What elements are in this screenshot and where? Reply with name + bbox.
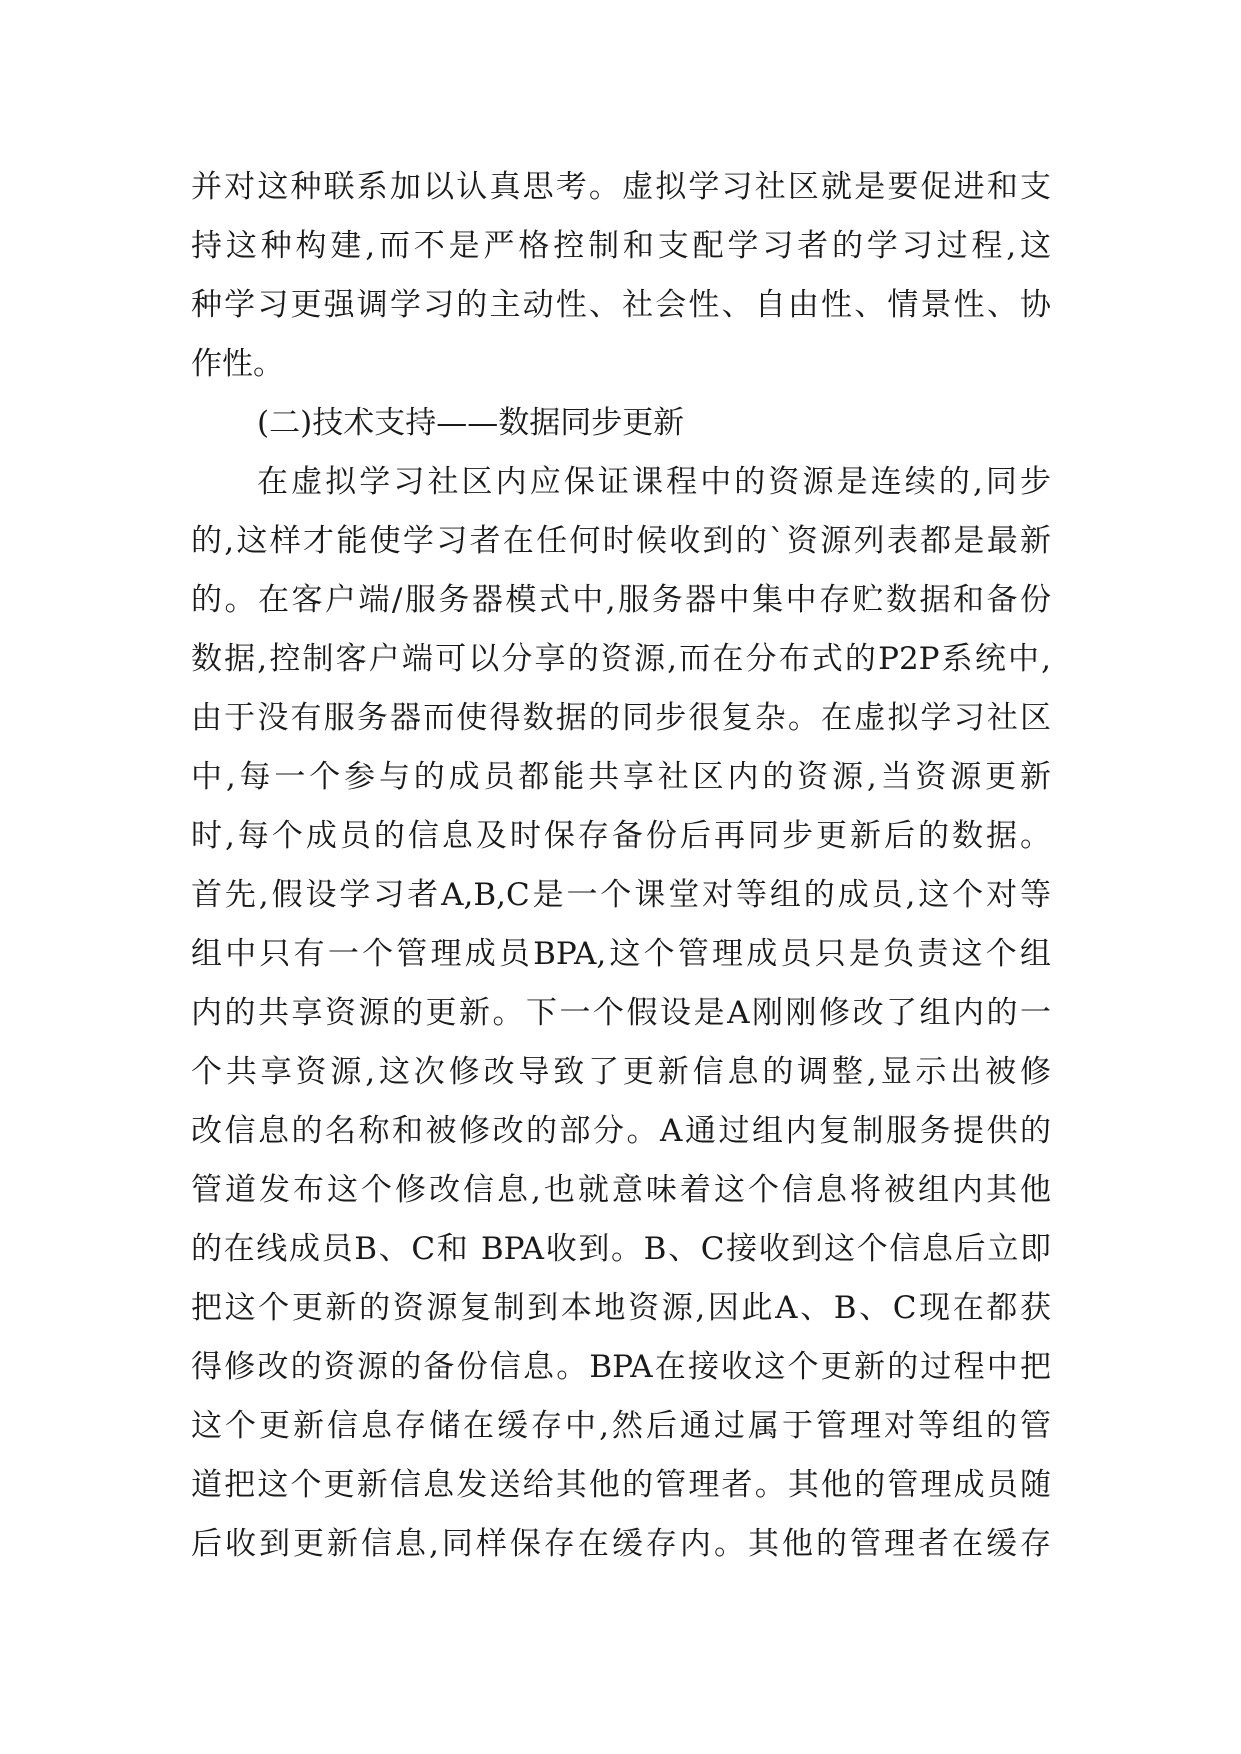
text-line: 并对这种联系加以认真思考。虚拟学习社区就是要促进和支 <box>191 169 1051 205</box>
paragraph-1 <box>191 158 1051 394</box>
text-line: 这个更新信息存储在缓存中,然后通过属于管理对等组的管 <box>191 1408 1051 1444</box>
text-line: 得修改的资源的备份信息。BPA在接收这个更新的过程中把 <box>191 1349 1051 1385</box>
text-line: 道把这个更新信息发送给其他的管理者。其他的管理成员随 <box>191 1467 1051 1503</box>
text-line: 内的共享资源的更新。下一个假设是A刚刚修改了组内的一 <box>191 995 1051 1031</box>
text-line: 持这种构建,而不是严格控制和支配学习者的学习过程,这 <box>191 228 1051 264</box>
text-line: 首先,假设学习者A,B,C是一个课堂对等组的成员,这个对等 <box>191 877 1051 913</box>
text-line: 的。在客户端/服务器模式中,服务器中集中存贮数据和备份 <box>191 582 1051 618</box>
text-line: 时,每个成员的信息及时保存备份后再同步更新后的数据。 <box>191 818 1051 854</box>
text-line: 的在线成员B、C和 BPA收到。B、C接收到这个信息后立即 <box>191 1231 1051 1267</box>
text-line: 在虚拟学习社区内应保证课程中的资源是连续的,同步 <box>257 464 1051 500</box>
text-line: 改信息的名称和被修改的部分。A通过组内复制服务提供的 <box>191 1113 1051 1149</box>
section-heading: (二)技术支持——数据同步更新 <box>257 405 685 441</box>
text-line: 由于没有服务器而使得数据的同步很复杂。在虚拟学习社区 <box>191 700 1051 736</box>
text-line: 作性。 <box>191 346 284 382</box>
text-line: 数据,控制客户端可以分享的资源,而在分布式的P2P系统中, <box>191 641 1051 677</box>
paragraph-2 <box>191 453 1051 1574</box>
text-line: 后收到更新信息,同样保存在缓存内。其他的管理者在缓存 <box>191 1526 1051 1562</box>
text-line: 把这个更新的资源复制到本地资源,因此A、B、C现在都获 <box>191 1290 1051 1326</box>
text-line: 中,每一个参与的成员都能共享社区内的资源,当资源更新 <box>191 759 1051 795</box>
document-body <box>191 158 1051 1574</box>
text-line: 管道发布这个修改信息,也就意味着这个信息将被组内其他 <box>191 1172 1051 1208</box>
text-line: 组中只有一个管理成员BPA,这个管理成员只是负责这个组 <box>191 936 1051 972</box>
text-line: 种学习更强调学习的主动性、社会性、自由性、情景性、协 <box>191 287 1051 323</box>
text-line: 的,这样才能使学习者在任何时候收到的`资源列表都是最新 <box>191 523 1051 559</box>
text-line: 个共享资源,这次修改导致了更新信息的调整,显示出被修 <box>191 1054 1051 1090</box>
